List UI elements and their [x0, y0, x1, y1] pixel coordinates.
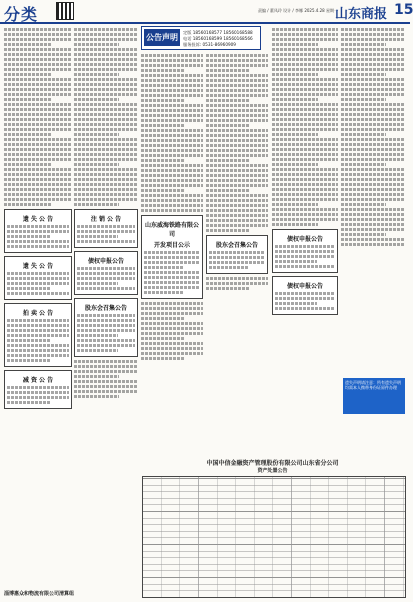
page-header [0, 0, 413, 24]
notice-title: 遗 失 公 告 [22, 216, 54, 223]
ad-line-2: 电话 18560168599 18560168566 [183, 36, 253, 41]
notice-box [4, 209, 72, 253]
column-3 [141, 52, 203, 362]
newspaper-brand: 山东商报 [335, 7, 388, 22]
notice-box [141, 215, 203, 299]
notice-title: 债权申报公告 [286, 283, 323, 290]
notice-title: 减 资 公 告 [22, 377, 54, 384]
notice-box [74, 251, 138, 295]
footer-notice-signature: 淄博惠众和物流有限公司清算组 [4, 591, 75, 597]
notice-box [272, 229, 338, 273]
section-title: 分类 [4, 5, 39, 24]
notice-title: 股东会召集公告 [215, 242, 258, 249]
notice-banner-blue: 遗失声明请注意：所有遗失声明均需本人携带身份证原件办理 [343, 378, 405, 414]
notice-title: 遗 失 公 告 [22, 263, 54, 270]
notice-title: 注 销 公 告 [90, 216, 122, 223]
notice-title: 债权申报公告 [286, 236, 323, 243]
asset-disposal-company: 中国中信金融资产管理股份有限公司山东省分公司 [206, 460, 339, 467]
notice-box [4, 256, 72, 300]
page-meta: 责编 / 董凤玲 设计 / 李娜 2025.4.28 星期一 [258, 8, 338, 13]
notice-box [272, 276, 338, 315]
notice-box [4, 303, 72, 367]
notice-box [206, 235, 268, 274]
notice-title: 股东会召集公告 [84, 305, 127, 312]
column-5 [272, 26, 338, 318]
notice-title: 债权申报公告 [87, 258, 124, 265]
notice-box [4, 370, 72, 409]
notice-subtitle: 开发项目公示 [153, 242, 190, 249]
ad-logo: 公告声明 [144, 29, 180, 46]
notice-title: 山东威海铁路有限公司 [144, 222, 199, 238]
notice-box [74, 298, 138, 357]
column-1 [4, 26, 72, 412]
ad-line-3: 服务投诉: 0531-86960909 [183, 42, 236, 47]
column-2 [74, 26, 138, 400]
notice-box [74, 209, 138, 248]
asset-disposal-title: 资产处置公告 [257, 468, 288, 474]
page-number: 15 [394, 2, 413, 18]
qr-code-icon [56, 2, 74, 20]
notice-title: 拍 卖 公 告 [22, 310, 54, 317]
asset-disposal-table [142, 476, 406, 598]
column-4 [206, 52, 268, 292]
ad-line-1: 定版 18560168577 18560168588 [183, 30, 253, 35]
notice-ad-banner [141, 26, 261, 50]
column-6 [341, 26, 405, 248]
